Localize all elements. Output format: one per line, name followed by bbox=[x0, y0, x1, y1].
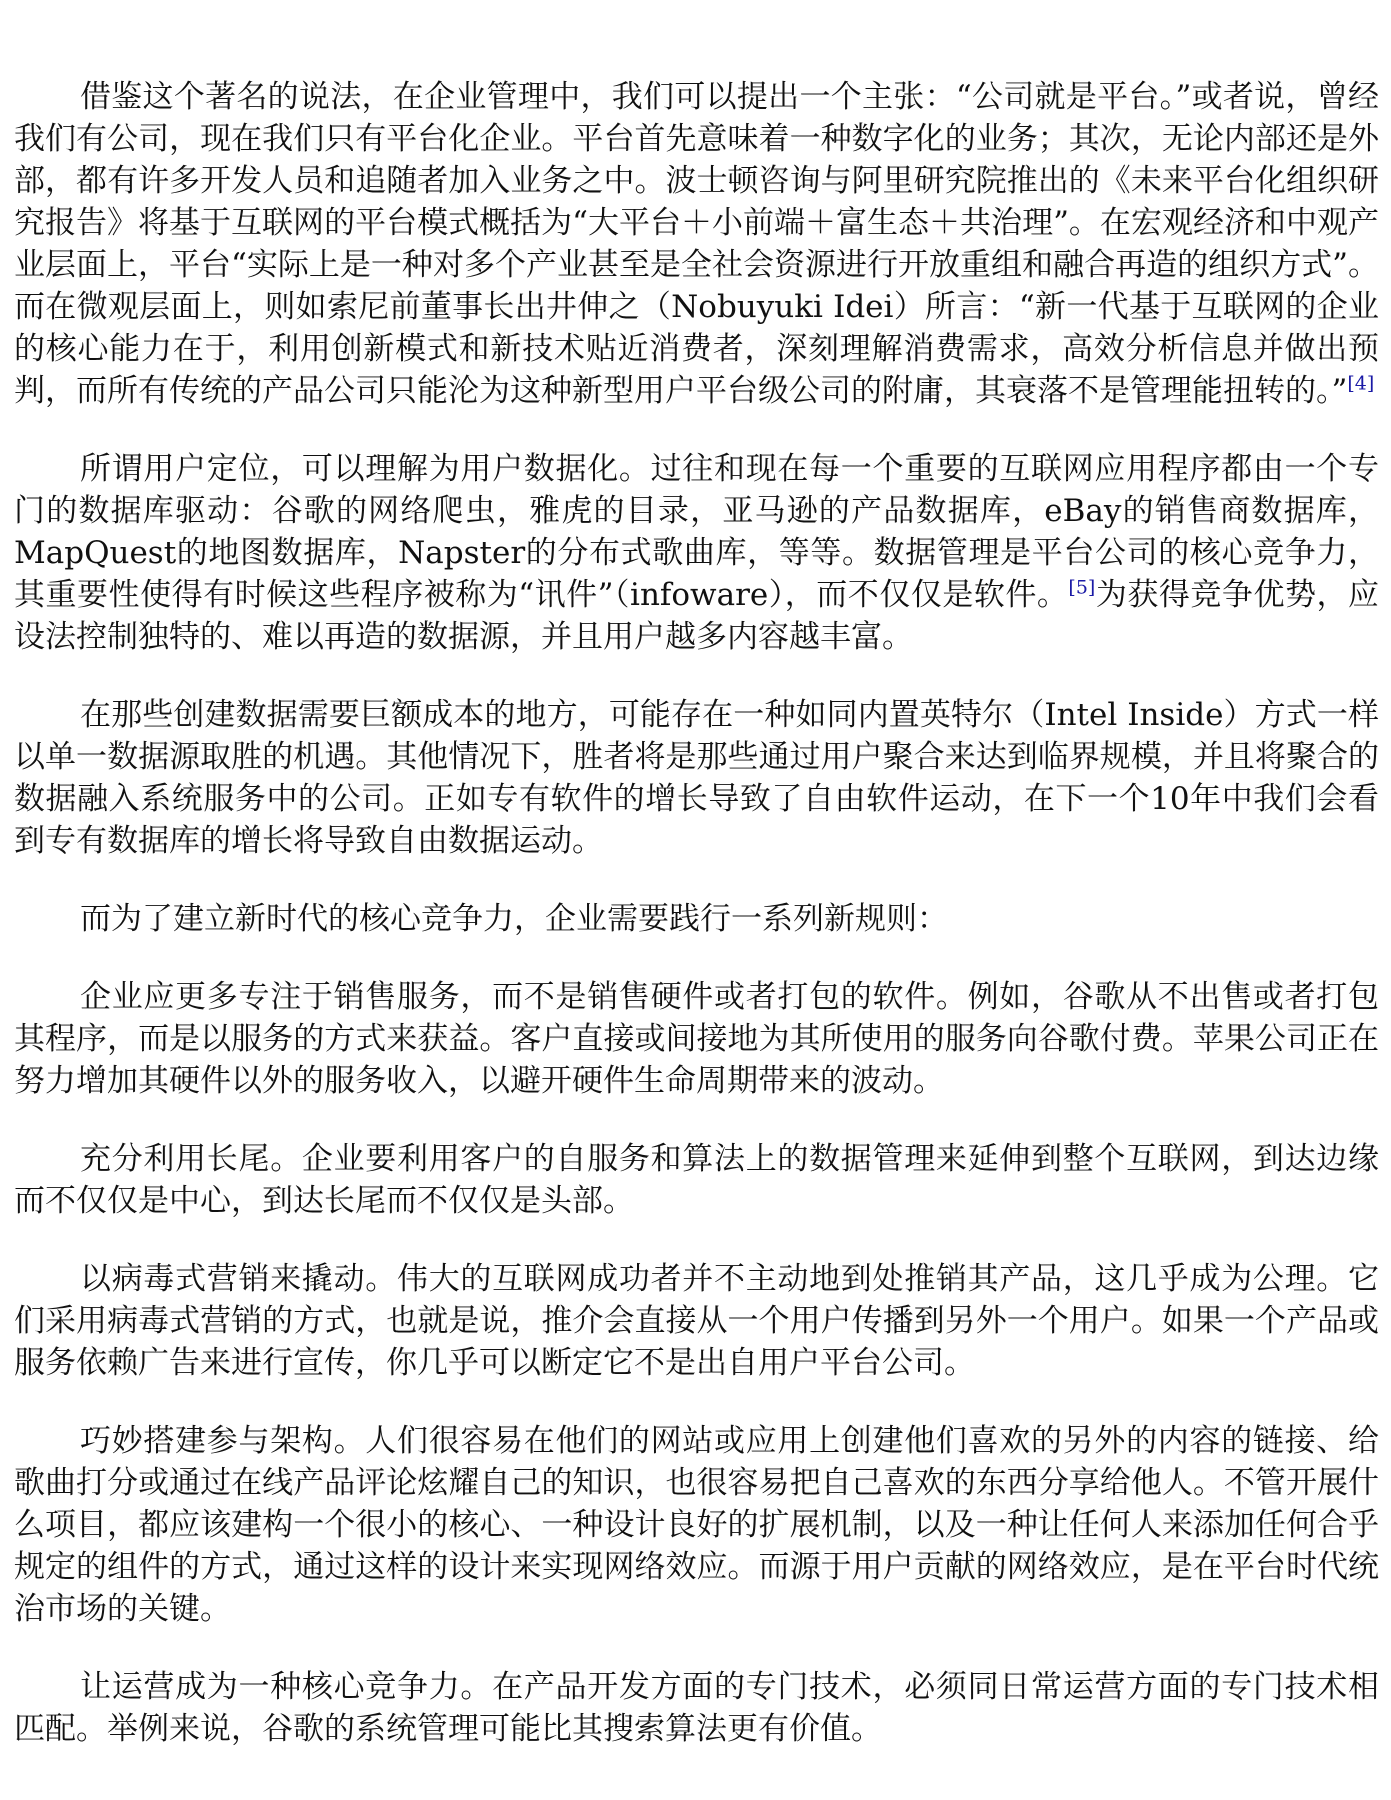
paragraph-rule-participation-architecture bbox=[14, 1420, 1379, 1630]
paragraph-text-continued: 为获得竞争优势，应设法控制独特的、难以再造的数据源，并且用户越多内容越丰富。 bbox=[14, 577, 1379, 655]
document-page bbox=[14, 76, 1379, 1786]
paragraph-rule-services bbox=[14, 976, 1379, 1102]
paragraph-intel-inside bbox=[14, 694, 1379, 862]
paragraph-text: 充分利用长尾。企业要利用客户的自服务和算法上的数据管理来延伸到整个互联网，到达边缘而不仅仅是中心，到达长尾而不仅仅是头部。 bbox=[14, 1141, 1379, 1219]
paragraph-new-rules-intro bbox=[14, 898, 1379, 940]
paragraph-rule-viral-marketing bbox=[14, 1258, 1379, 1384]
paragraph-text: 所谓用户定位，可以理解为用户数据化。过往和现在每一个重要的互联网应用程序都由一个专门的数据库驱动：谷歌的网络爬虫，雅虎的目录，亚马逊的产品数据库，eBay的销售商数据库，MapQuest的地图数据库，Napster的分布式歌曲库，等等。数据管理是平台公司的核心竞争力，其重要性使得有时候这些程序被称为“讯件”（infoware），而不仅仅是软件。 bbox=[14, 451, 1379, 613]
paragraph-user-data bbox=[14, 448, 1379, 658]
footnote-link-4[interactable]: [4] bbox=[1347, 372, 1375, 395]
paragraph-rule-operations bbox=[14, 1666, 1379, 1750]
paragraph-company-is-platform bbox=[14, 76, 1379, 412]
paragraph-text: 以病毒式营销来撬动。伟大的互联网成功者并不主动地到处推销其产品，这几乎成为公理。它们采用病毒式营销的方式，也就是说，推介会直接从一个用户传播到另外一个用户。如果一个产品或服务依赖广告来进行宣传，你几乎可以断定它不是出自用户平台公司。 bbox=[14, 1261, 1379, 1381]
footnote-link-5[interactable]: [5] bbox=[1068, 576, 1096, 599]
paragraph-text: 而为了建立新时代的核心竞争力，企业需要践行一系列新规则： bbox=[80, 901, 948, 937]
paragraph-rule-long-tail bbox=[14, 1138, 1379, 1222]
paragraph-text: 企业应更多专注于销售服务，而不是销售硬件或者打包的软件。例如，谷歌从不出售或者打包其程序，而是以服务的方式来获益。客户直接或间接地为其所使用的服务向谷歌付费。苹果公司正在努力增加其硬件以外的服务收入，以避开硬件生命周期带来的波动。 bbox=[14, 979, 1379, 1099]
paragraph-text: 借鉴这个著名的说法，在企业管理中，我们可以提出一个主张：“公司就是平台。”或者说，曾经我们有公司，现在我们只有平台化企业。平台首先意味着一种数字化的业务；其次，无论内部还是外部，都有许多开发人员和追随者加入业务之中。波士顿咨询与阿里研究院推出的《未来平台化组织研究报告》将基于互联网的平台模式概括为“大平台＋小前端＋富生态＋共治理”。在宏观经济和中观产业层面上，平台“实际上是一种对多个产业甚至是全社会资源进行开放重组和融合再造的组织方式”。而在微观层面上，则如索尼前董事长出井伸之（Nobuyuki Idei）所言：“新一代基于互联网的企业的核心能力在于，利用创新模式和新技术贴近消费者，深刻理解消费需求，高效分析信息并做出预判，而所有传统的产品公司只能沦为这种新型用户平台级公司的附庸，其衰落不是管理能扭转的。” bbox=[14, 79, 1379, 409]
paragraph-text: 在那些创建数据需要巨额成本的地方，可能存在一种如同内置英特尔（Intel Inside）方式一样以单一数据源取胜的机遇。其他情况下，胜者将是那些通过用户聚合来达到临界规模，并且将聚合的数据融入系统服务中的公司。正如专有软件的增长导致了自由软件运动，在下一个10年中我们会看到专有数据库的增长将导致自由数据运动。 bbox=[14, 697, 1379, 859]
paragraph-text: 巧妙搭建参与架构。人们很容易在他们的网站或应用上创建他们喜欢的另外的内容的链接、给歌曲打分或通过在线产品评论炫耀自己的知识，也很容易把自己喜欢的东西分享给他人。不管开展什么项目，都应该建构一个很小的核心、一种设计良好的扩展机制，以及一种让任何人来添加任何合乎规定的组件的方式，通过这样的设计来实现网络效应。而源于用户贡献的网络效应，是在平台时代统治市场的关键。 bbox=[14, 1423, 1379, 1627]
paragraph-text: 让运营成为一种核心竞争力。在产品开发方面的专门技术，必须同日常运营方面的专门技术相匹配。举例来说，谷歌的系统管理可能比其搜索算法更有价值。 bbox=[14, 1669, 1379, 1747]
